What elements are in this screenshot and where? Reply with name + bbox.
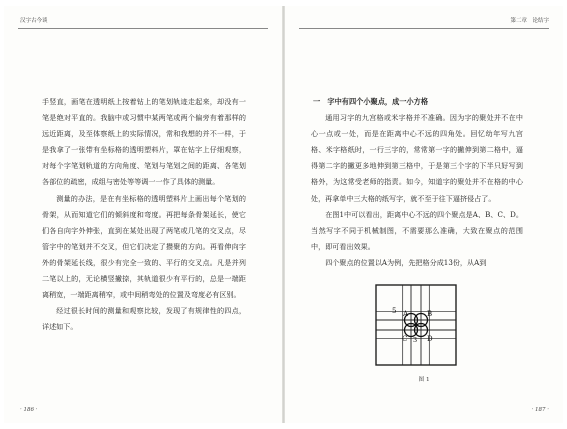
header-rule bbox=[299, 28, 549, 29]
paragraph: 四个聚点的位置以A为例，先把格分成13份，从A到 bbox=[325, 257, 487, 267]
grid-diagram-svg bbox=[366, 281, 466, 371]
right-page bbox=[285, 6, 563, 423]
left-body-text bbox=[42, 94, 246, 335]
figure-caption: 图 1 bbox=[418, 377, 430, 383]
right-body-text bbox=[311, 94, 523, 271]
paragraph: 手竖直，画笔在透明纸上按着钻上的笔划轨迹走起来，却没有一笔是绝对平直的。我脑中或习惯中某两笔或两个偏旁有着那样的远近距离，及至体察纸上的实际情况，常和我想的并不一样，于是我拿了一张带有坐标格的透明塑料片，罩在钻字上仔细观察，对每个字笔划轨道的方向角度、笔划与笔划之间的距离、各笔划各部位的疏密，成组与密处等等调一一作了具体的测量。 bbox=[42, 97, 246, 187]
label-d: D bbox=[427, 335, 433, 343]
paragraph: 在图1中可以看出，距离中心不远的四个聚点是A、B、C、D。当然写字不同于机械制图，不需要那么准确，大致在聚点的范围中，即可看出效果。 bbox=[311, 209, 523, 251]
label-a: A bbox=[403, 310, 409, 318]
book-title-header: 汉字古今谈 bbox=[20, 18, 48, 24]
figure-1-grid-diagram bbox=[366, 281, 466, 371]
paragraph: 经过很长时间的测量和观察比较，发现了有规律性的四点，详述如下。 bbox=[42, 306, 246, 332]
label-5: 5 bbox=[392, 307, 397, 315]
chapter-header: 第二章 论结字 bbox=[510, 18, 549, 24]
label-b: B bbox=[427, 310, 433, 318]
paragraph: 测量的办法，是在有坐标格的透明塑料片上画出每个笔划的骨架，从而知道它们的倾斜度和弯度。再把每条骨架延长，使它们各自向字外伸张，直到在某处出现了两笔或几笔的交叉点，尽管字中的笔划并不交叉，但它们决定了攒聚的方向。再看伸向字外的骨架延长线，很少有完全一致的、平行的交叉点。凡是并列二笔以上的，无论横竖撇捺，其轨道很少有平行的，总是一端距离稍宽，一端距离稍窄，或中间稍弯处的位置及弯度必有区别。 bbox=[42, 193, 246, 300]
label-c: C bbox=[402, 335, 408, 343]
page-number: · 187 · bbox=[531, 407, 549, 413]
label-3: 3 bbox=[413, 336, 418, 344]
paragraph: 通用习字的九宫格或米字格并不准确。因为字的聚处并不在中心一点或一处，而是在距离中心不远的四角处。回忆幼年写九宫格、米字格纸时，一行三字的，常常第一字的撇伸到第二格中，逼得第二字的撇更多地伸到第三格中，于是第三个字的下半只好写到格外，为这常受老师的指责。如今，知道字的聚处并不在格的中心处，再拿单中三大格的纸写字，就不至于往下逼挤侵占了。 bbox=[311, 113, 523, 203]
left-page bbox=[4, 6, 282, 423]
header-rule bbox=[18, 28, 268, 29]
section-title: 一 字中有四个小聚点，成一小方格 bbox=[313, 97, 429, 106]
page-number: · 186 · bbox=[20, 407, 38, 413]
